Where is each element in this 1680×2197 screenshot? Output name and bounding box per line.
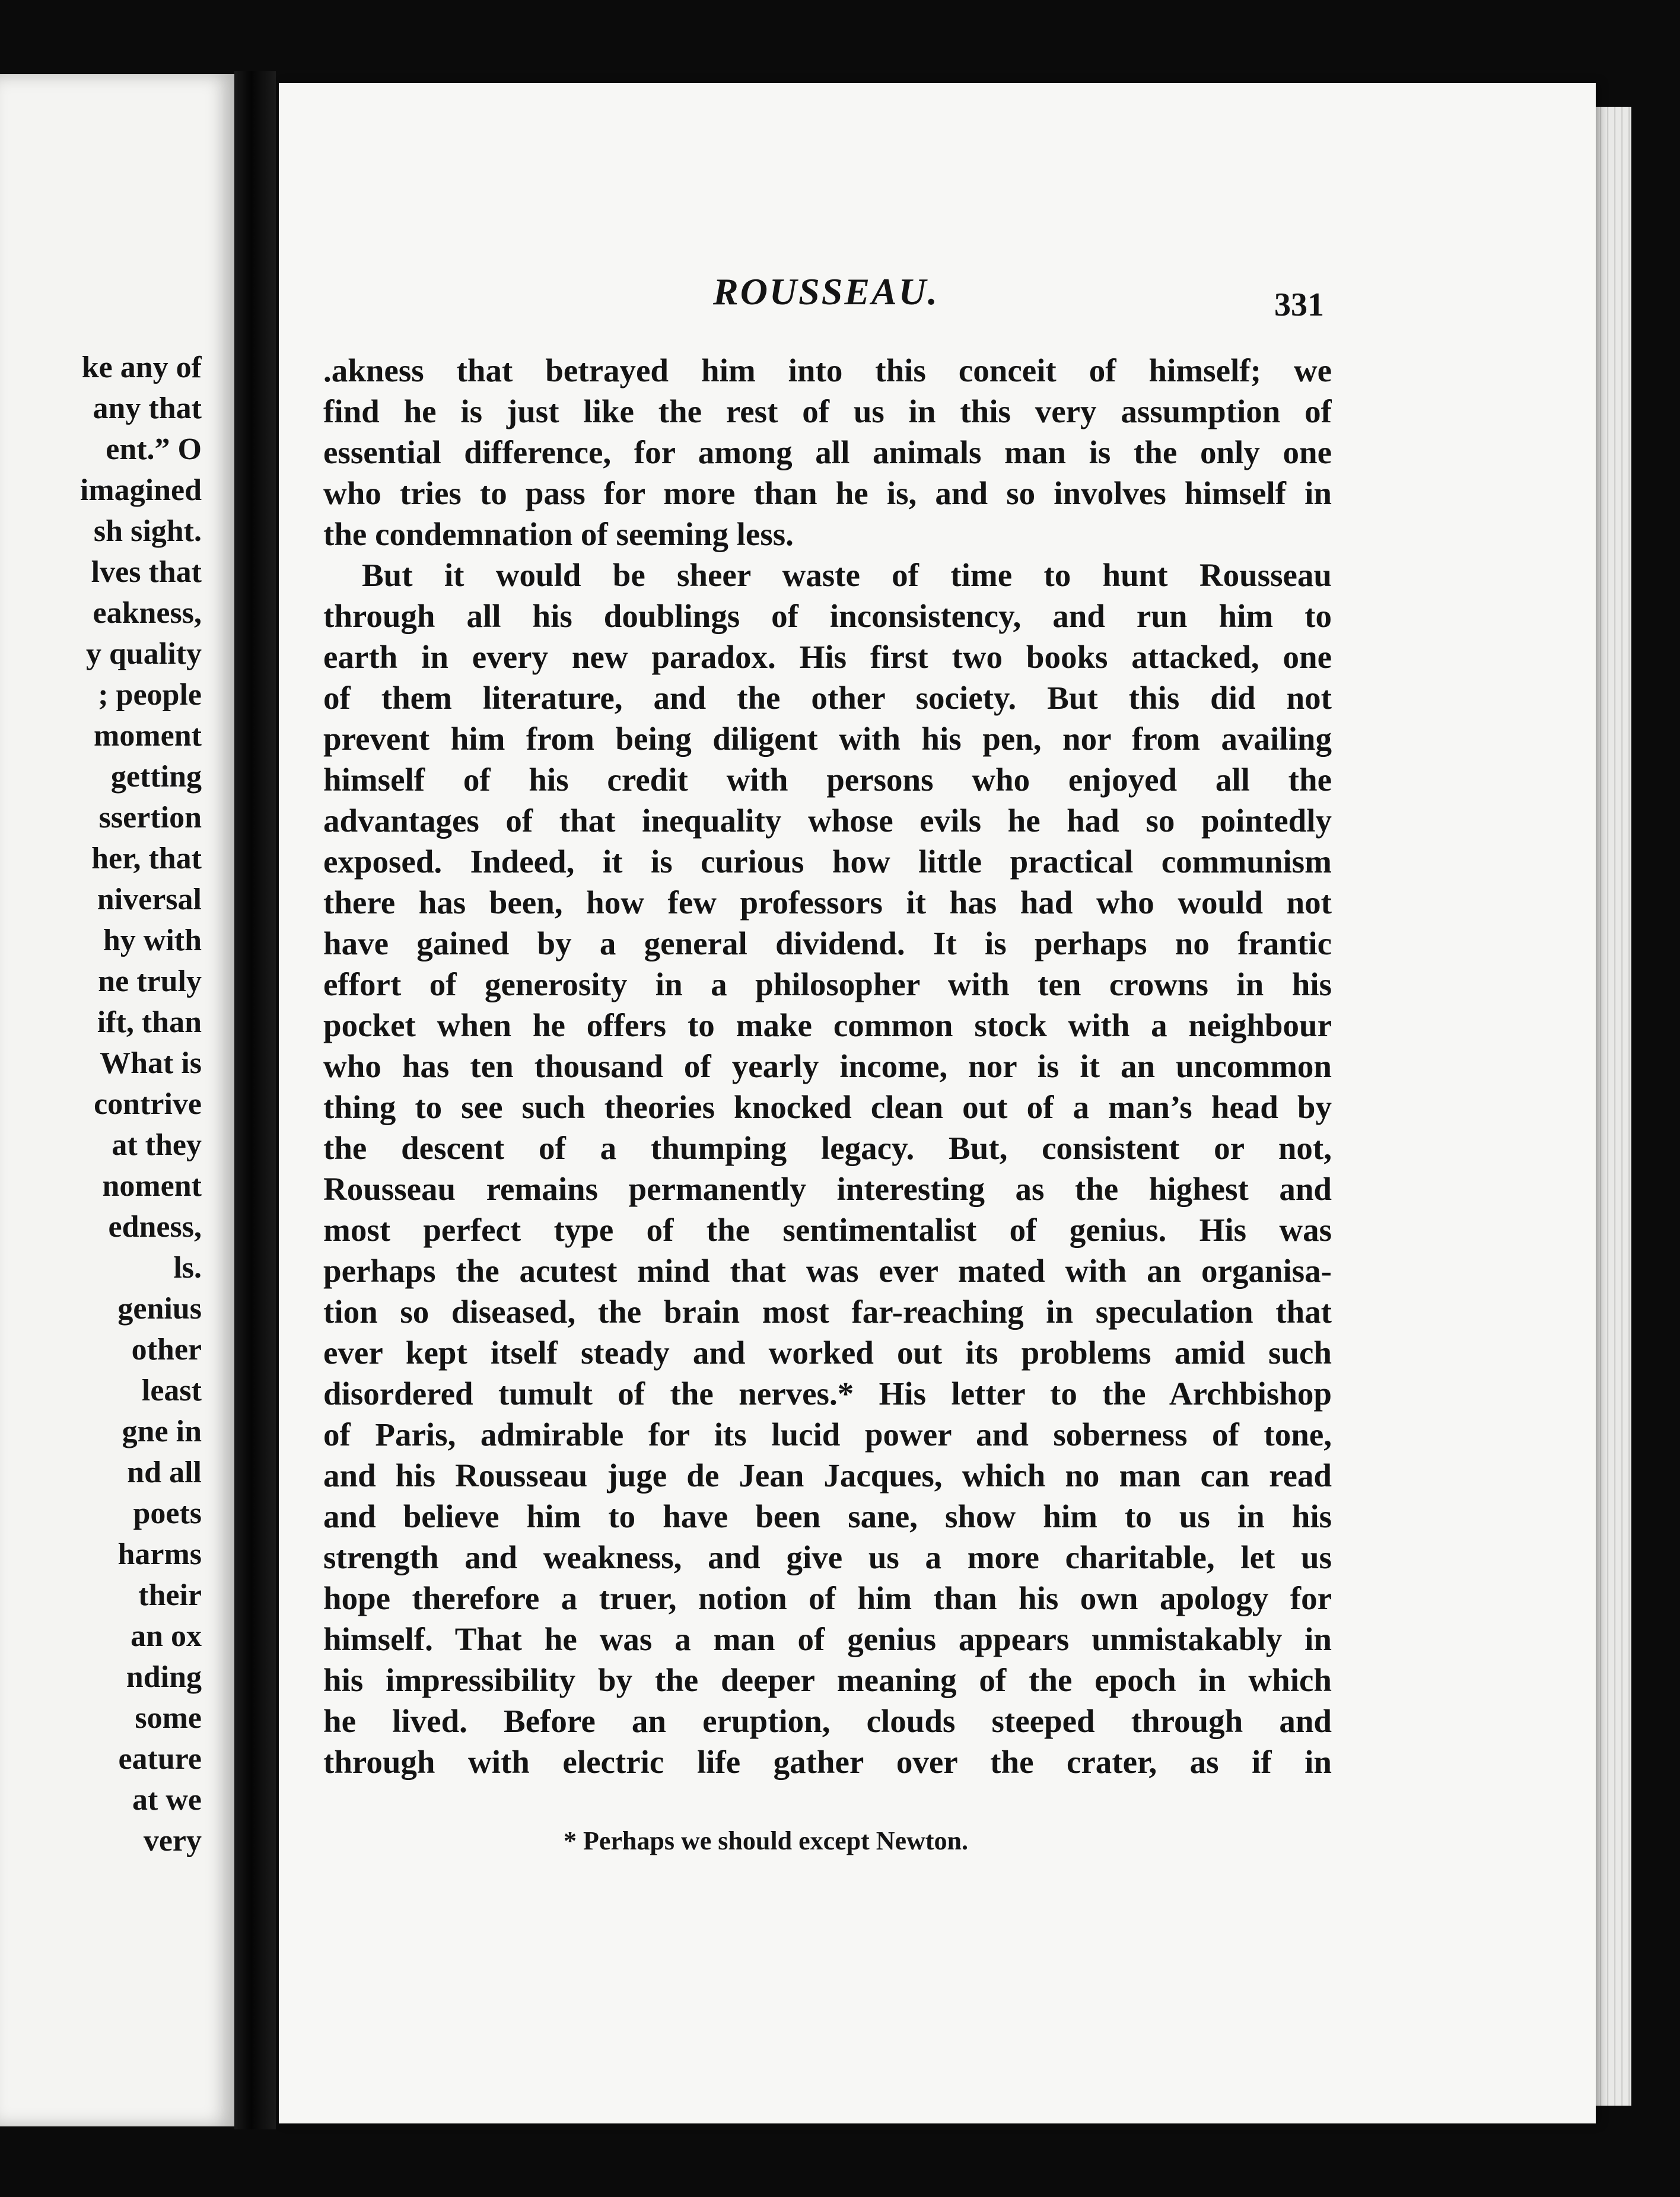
text-line: ke any of (81, 351, 202, 384)
text-line: gne in (122, 1415, 202, 1448)
text-line: ift, than (97, 1005, 202, 1039)
text-line: at we (132, 1783, 202, 1817)
text-line: the descent of a thumping legacy. But, consistent or not, (323, 1130, 1332, 1166)
text-line: thing to see such theories knocked clean out of a man’s head by (323, 1089, 1332, 1125)
running-head: ROUSSEAU. (713, 270, 939, 313)
text-line: advantages of that inequality whose evils he had so pointedly (323, 803, 1332, 839)
text-line: her, that (91, 842, 202, 875)
text-line: prevent him from being diligent with his pen, nor from availing (323, 721, 1332, 757)
book-gutter (234, 71, 276, 2129)
text-line: noment (102, 1169, 202, 1203)
text-line: contrive (94, 1087, 202, 1121)
text-line: there has been, how few professors it has had who would not (323, 884, 1332, 921)
text-line: tion so diseased, the brain most far-reaching in speculation that (323, 1294, 1332, 1330)
text-line: But it would be sheer waste of time to hunt Rousseau (362, 557, 1332, 593)
left-page (0, 74, 234, 2126)
text-line: ever kept itself steady and worked out its problems amid such (323, 1335, 1332, 1371)
text-line: he lived. Before an eruption, clouds steeped through and (323, 1703, 1332, 1739)
text-line: himself of his credit with persons who enjoyed all the (323, 762, 1332, 798)
text-line: of Paris, admirable for its lucid power and soberness of tone, (323, 1416, 1332, 1453)
text-line: y quality (85, 637, 202, 671)
text-line: find he is just like the rest of us in this very assumption of (323, 393, 1332, 429)
text-line: his impressibility by the deeper meaning of the epoch in which (323, 1662, 1332, 1698)
footnote: * Perhaps we should except Newton. (564, 1826, 968, 1855)
text-line: of them literature, and the other society. But this did not (323, 680, 1332, 716)
text-line: himself. That he was a man of genius appears unmistakably in (323, 1621, 1332, 1657)
text-line: imagined (79, 473, 202, 507)
text-line: sh sight. (93, 514, 202, 548)
text-line: who has ten thousand of yearly income, nor is it an uncommon (323, 1048, 1332, 1084)
text-line: and believe him to have been sane, show him to us in his (323, 1498, 1332, 1534)
text-line: have gained by a general dividend. It is perhaps no frantic (323, 925, 1332, 961)
text-line: What is (100, 1046, 202, 1080)
text-line: ne truly (98, 964, 202, 998)
text-line: niversal (97, 883, 202, 916)
text-line: genius (117, 1292, 202, 1326)
text-line: moment (94, 719, 202, 753)
text-line: Rousseau remains permanently interesting as the highest and (323, 1171, 1332, 1207)
text-line: ssertion (98, 801, 202, 835)
text-line: eakness, (93, 596, 202, 630)
text-line: effort of generosity in a philosopher with ten crowns in his (323, 966, 1332, 1002)
text-line: other (131, 1333, 202, 1367)
page-number: 331 (1274, 286, 1324, 323)
text-line: .akness that betrayed him into this conceit of himself; we (323, 352, 1332, 389)
text-line: through with electric life gather over the crater, as if in (323, 1744, 1332, 1780)
text-line: very (143, 1824, 202, 1858)
text-line: hope therefore a truer, notion of him than his own apology for (323, 1580, 1332, 1616)
text-line: most perfect type of the sentimentalist of genius. His was (323, 1212, 1332, 1248)
text-line: nd all (127, 1456, 202, 1489)
text-line: getting (110, 760, 202, 794)
text-line: essential difference, for among all animals man is the only one (323, 434, 1332, 470)
text-line: and his Rousseau juge de Jean Jacques, which no man can read (323, 1457, 1332, 1494)
text-line: an ox (131, 1619, 202, 1653)
text-line: some (135, 1701, 202, 1735)
text-line: at they (112, 1128, 202, 1162)
text-line: any that (93, 391, 202, 425)
text-line: hy with (103, 924, 202, 957)
text-line: exposed. Indeed, it is curious how little practical communism (323, 843, 1332, 880)
text-line: who tries to pass for more than he is, and so involves himself in (323, 475, 1332, 511)
text-line: strength and weakness, and give us a more charitable, let us (323, 1539, 1332, 1575)
text-line: perhaps the acutest mind that was ever mated with an organisa- (323, 1253, 1332, 1289)
text-line: earth in every new paradox. His first two books attacked, one (323, 639, 1332, 675)
text-line: ent.” O (106, 432, 202, 466)
text-line: harms (117, 1537, 202, 1571)
text-line: through all his doublings of inconsistency, and run him to (323, 598, 1332, 634)
text-line: edness, (108, 1210, 202, 1244)
text-line: ls. (173, 1251, 202, 1285)
text-line: disordered tumult of the nerves.* His letter to the Archbishop (323, 1375, 1332, 1412)
text-line: lves that (91, 555, 202, 589)
text-line: ; people (98, 678, 202, 712)
text-line: nding (126, 1660, 202, 1694)
text-line: their (138, 1578, 202, 1612)
text-line: the condemnation of seeming less. (323, 516, 794, 552)
text-line: pocket when he offers to make common stock with a neighbour (323, 1007, 1332, 1043)
text-line: least (141, 1374, 202, 1408)
text-line: poets (133, 1496, 202, 1530)
text-line: eature (118, 1742, 202, 1776)
left-page-text (0, 347, 202, 1861)
body-text (323, 350, 1332, 1782)
